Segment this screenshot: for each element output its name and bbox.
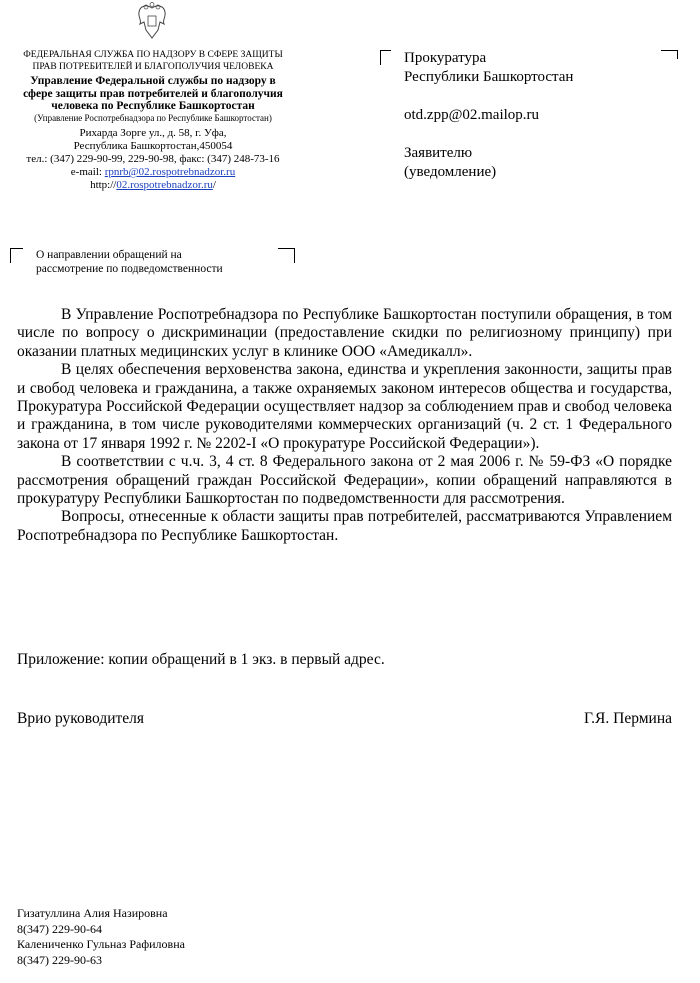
- recipient-line-1: Прокуратура: [404, 50, 487, 66]
- recipient-line-5: (уведомление): [404, 164, 497, 180]
- web-line: [12, 179, 294, 192]
- email-link[interactable]: rpnrb@02.rospotrebnadzor.ru: [104, 166, 236, 178]
- letterhead-abbreviation: (Управление Роспотребнадзора по Республике Башкортостан): [34, 113, 272, 123]
- org-line-2: ПРАВ ПОТРЕБИТЕЛЕЙ И БЛАГОПОЛУЧИЯ ЧЕЛОВЕКА: [32, 61, 274, 72]
- body-paragraph-1: В Управление Роспотребнадзора по Республике Башкортостан поступили обращения, в том числе по вопросу о дискриминации (предоставление скидки по религиозному принципу) при оказании платных медицинских услуг в клинике ООО «Амедикалл».: [17, 306, 672, 360]
- web-suffix: /: [212, 179, 216, 191]
- org-line-1: ФЕДЕРАЛЬНАЯ СЛУЖБА ПО НАДЗОРУ В СФЕРЕ ЗАЩИТЫ: [23, 50, 283, 60]
- phone-line: тел.: (347) 229-90-99, 229-90-98, факс: (347) 248-73-16: [26, 153, 280, 165]
- recipient-bracket-left: [380, 50, 391, 65]
- email-label: e-mail:: [70, 166, 105, 178]
- contact-line: 8(347) 229-90-64: [17, 921, 102, 936]
- body-paragraph-3: В соответствии с ч.ч. 3, 4 ст. 8 Федерального закона от 2 мая 2006 г. № 59-ФЗ «О порядке рассмотрения обращений граждан Российской Федерации», копии обращений направляются в прокуратуру Республики Башкортостан по подведомственности для рассмотрения.: [17, 453, 672, 508]
- letterhead-organization: [12, 50, 294, 73]
- recipient-line-4: Заявителю: [404, 145, 473, 161]
- web-prefix: http://: [90, 179, 117, 191]
- attachment-note: Приложение: копии обращений в 1 экз. в первый адрес.: [17, 651, 385, 668]
- signature-name: Г.Я. Пермина: [583, 710, 672, 727]
- letterhead-department: [12, 75, 294, 113]
- web-link[interactable]: 02.rospotrebnadzor.ru: [116, 179, 213, 191]
- recipient-block: [404, 49, 684, 182]
- address-line-2: Республика Башкортостан,450054: [73, 140, 233, 152]
- subject-line-2: рассмотрение по подведомственности: [36, 263, 223, 275]
- recipient-email: otd.zpp@02.mailop.ru: [404, 107, 540, 123]
- email-line: [12, 166, 294, 179]
- contact-line: Гизатуллина Алия Назировна: [17, 906, 168, 920]
- subject-line-1: О направлении обращений на: [36, 249, 182, 261]
- address-line-1: Рихарда Зорге ул., д. 58, г. Уфа,: [79, 127, 227, 139]
- recipient-line-2: Республики Башкортостан: [404, 69, 574, 85]
- coat-of-arms-emblem: [134, 2, 170, 42]
- letter-body: [17, 306, 672, 545]
- dept-line-2: сфере защиты прав потребителей и благополучия: [23, 87, 283, 100]
- body-paragraph-2: В целях обеспечения верховенства закона, единства и укрепления законности, защиты прав и свобод человека и гражданина, а также охраняемых законом интересов общества и государства, Прокуратура Российской Федерации осуществляет надзор за соблюдением прав и свобод человека и гражданина, в том числе руководителями коммерческих организаций (ч. 2 ст. 1 Федерального закона от 17 января 1992 г. № 2202-I «О прокуратуре Российской Федерации»).: [17, 361, 672, 452]
- contacts-block: [17, 906, 185, 968]
- subject-bracket-left: [10, 248, 23, 263]
- body-paragraph-4: Вопросы, отнесенные к области защиты прав потребителей, рассматриваются Управлением Роспотребнадзора по Республике Башкортостан.: [17, 508, 672, 544]
- dept-line-3: человека по Республике Башкортостан: [51, 100, 255, 112]
- contact-line: 8(347) 229-90-63: [17, 952, 102, 967]
- letterhead-address: [12, 127, 294, 192]
- subject-block: [36, 248, 276, 276]
- contact-line: Калениченко Гульназ Рафиловна: [17, 937, 185, 951]
- dept-line-1: Управление Федеральной службы по надзору в: [30, 75, 276, 87]
- signature-role: Врио руководителя: [17, 710, 145, 727]
- subject-bracket-right: [278, 248, 295, 263]
